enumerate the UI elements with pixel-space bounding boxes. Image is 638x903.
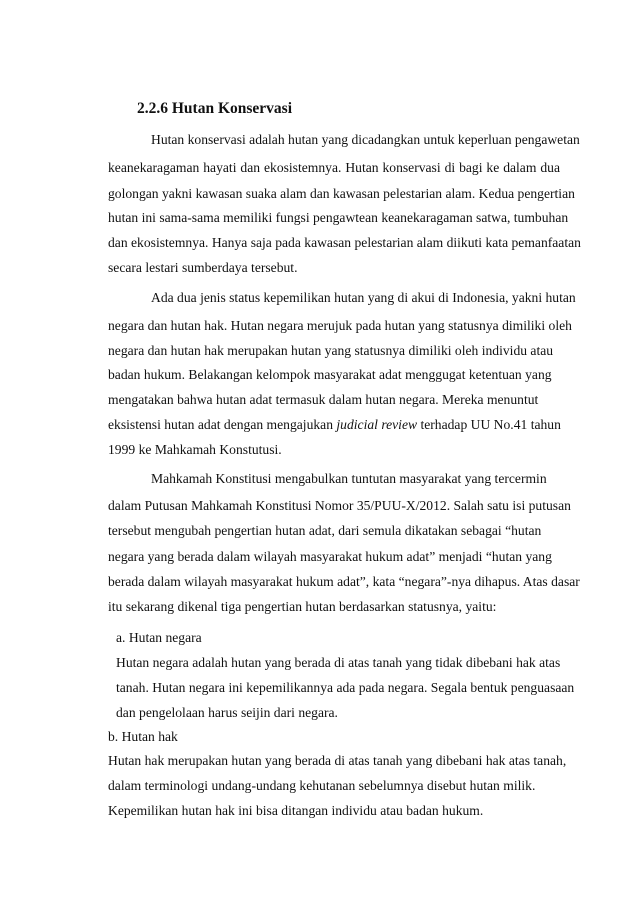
paragraph-1-line: secara lestari sumberdaya tersebut. [108,260,298,275]
list-item-a-line: dan pengelolaan harus seijin dari negara. [116,705,338,720]
paragraph-2-line: badan hukum. Belakangan kelompok masyarakat adat menggugat ketentuan yang [108,367,552,382]
paragraph-1-line: keanekaragaman hayati dan ekosistemnya. Hutan konservasi di bagi ke dalam dua [108,160,560,175]
list-item-a-line: tanah. Hutan negara ini kepemilikannya ada pada negara. Segala bentuk penguasaan [116,680,575,695]
list-item-a-line: Hutan negara adalah hutan yang berada di atas tanah yang tidak dibebani hak atas [116,655,561,670]
list-item-b-label: b. Hutan hak [108,729,178,744]
paragraph-3-line: Mahkamah Konstitusi mengabulkan tuntutan masyarakat yang tercermin [151,471,547,486]
paragraph-2-line: negara dan hutan hak. Hutan negara merujuk pada hutan yang statusnya dimiliki oleh [108,318,572,333]
paragraph-2-line: eksistensi hutan adat dengan mengajukan judicial review terhadap UU No.41 tahun [108,417,561,432]
paragraph-3-line: dalam Putusan Mahkamah Konstitusi Nomor 35/PUU-X/2012. Salah satu isi putusan [108,498,571,513]
list-item-a-label: a. Hutan negara [116,630,202,645]
paragraph-1-line: dan ekosistemnya. Hanya saja pada kawasan pelestarian alam diikuti kata pemanfaatan [108,235,581,250]
paragraph-1-line: golongan yakni kawasan suaka alam dan kawasan pelestarian alam. Kedua pengertian [108,186,575,201]
paragraph-3-line: negara yang berada dalam wilayah masyarakat hukum adat” menjadi “hutan yang [108,549,552,564]
paragraph-1-line: Hutan konservasi adalah hutan yang dicadangkan untuk keperluan pengawetan [151,132,580,147]
paragraph-3-line: itu sekarang dikenal tiga pengertian hutan berdasarkan statusnya, yaitu: [108,599,497,614]
paragraph-3-line: tersebut mengubah pengertian hutan adat, dari semula dikatakan sebagai “hutan [108,523,542,538]
paragraph-2-line: Ada dua jenis status kepemilikan hutan yang di akui di Indonesia, yakni hutan [151,290,576,305]
paragraph-2-line: negara dan hutan hak merupakan hutan yang statusnya dimiliki oleh individu atau [108,343,554,358]
section-heading [137,100,292,118]
list-item-b-line: Hutan hak merupakan hutan yang berada di atas tanah yang dibebani hak atas tanah, [108,753,567,768]
paragraph-2-line: mengatakan bahwa hutan adat termasuk dalam hutan negara. Mereka menuntut [108,392,539,407]
paragraph-3-line: berada dalam wilayah masyarakat hukum adat”, kata “negara”-nya dihapus. Atas dasar [108,574,580,589]
paragraph-2-line: 1999 ke Mahkamah Konstutusi. [108,442,282,457]
judicial-review-italic: judicial review [336,417,418,432]
paragraph-1-line: hutan ini sama-sama memiliki fungsi pengawtean keanekaragaman satwa, tumbuhan [108,210,569,225]
section-number: 2.2.6 [137,100,168,117]
section-title: Hutan Konservasi [171,100,293,117]
list-item-b-line: Kepemilikan hutan hak ini bisa ditangan individu atau badan hukum. [108,803,484,818]
list-item-b-line: dalam terminologi undang-undang kehutanan sebelumnya disebut hutan milik. [108,778,536,793]
